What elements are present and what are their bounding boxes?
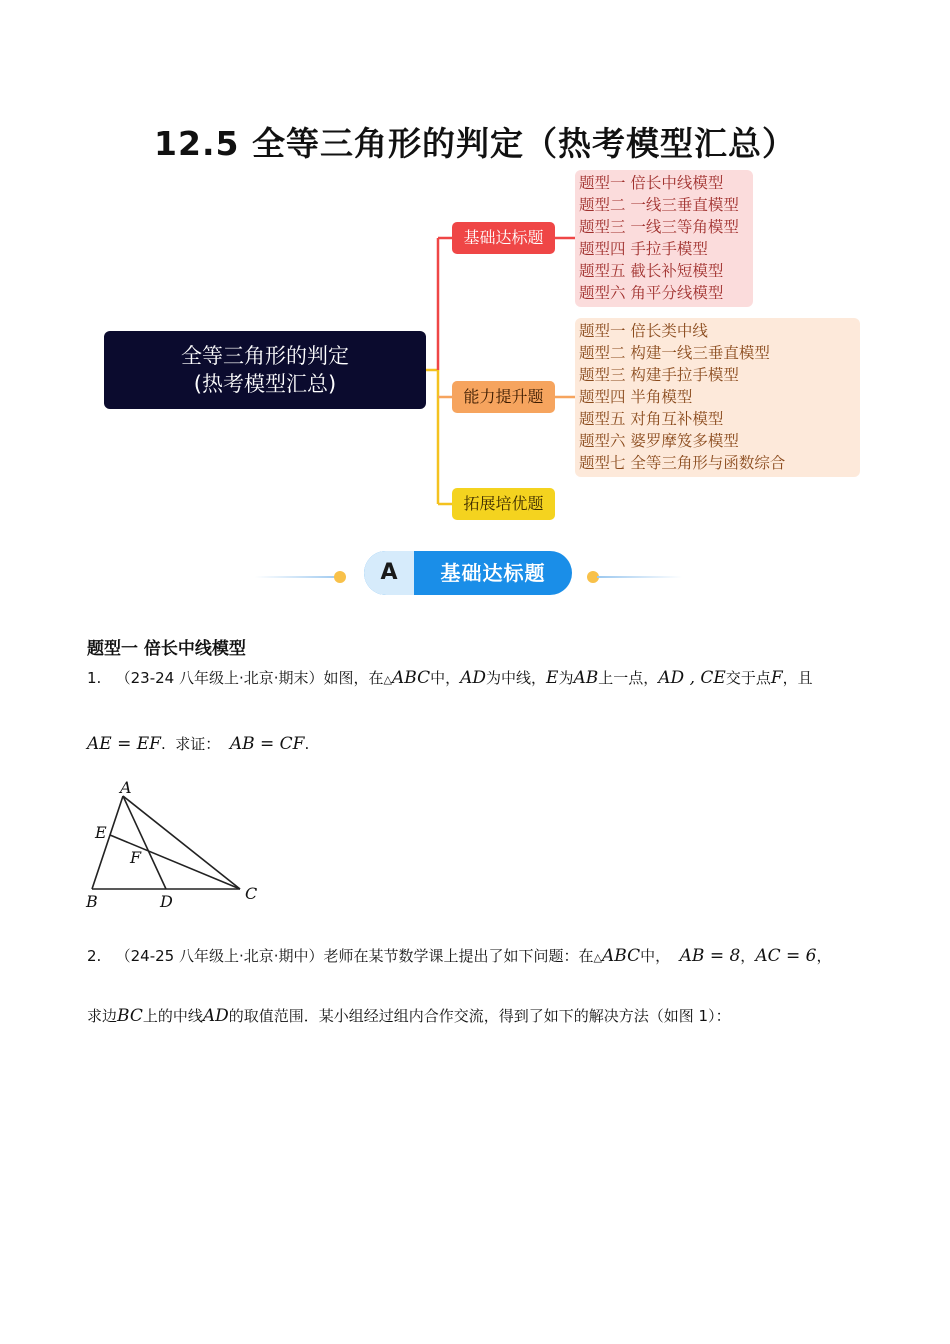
text: 中， [640,947,671,965]
branch-extension: 拓展培优题 [452,488,555,520]
label-c: C [245,884,258,903]
root-line1: 全等三角形的判定 [181,344,349,368]
math-ae-ef: AE = EF [87,734,161,754]
banner-letter: A [364,551,414,595]
text: ， [740,947,756,965]
question-source: （23-24 八年级上·北京·期末）如图，在 [115,669,384,687]
branch-advanced: 能力提升题 [452,381,555,413]
math-f: F [770,668,783,688]
question-number: 2. [87,947,102,965]
label-b: B [86,892,98,911]
math-ac-6: AC = 6 [755,946,817,966]
question-2-line1 [87,944,831,970]
list-item: 题型一 倍长中线模型 [579,174,724,192]
list-item: 题型七 全等三角形与函数综合 [579,454,786,472]
page-title: 12.5 全等三角形的判定（热考模型汇总） [154,124,796,163]
text: 上一点， [598,669,659,687]
list-item: 题型二 一线三垂直模型 [579,196,739,214]
math-abc: ABC [392,668,431,688]
math-ad: AD [460,668,487,688]
text: 的取值范围．某小组经过组内合作交流，得到了如下的解决方法（如图 1）： [228,1007,731,1025]
label-f: F [130,848,142,867]
question-number: 1. [87,669,102,687]
text: . [304,735,310,753]
list-item: 题型五 对角互补模型 [579,410,724,428]
list-item: 题型二 构建一线三垂直模型 [579,344,770,362]
triangle-symbol: △ [593,951,602,964]
text: 为 [558,669,574,687]
banner-label: 基础达标题 [440,561,546,585]
label-d: D [160,892,173,911]
text: 交于点 [725,669,771,687]
list-item: 题型三 一线三等角模型 [579,218,739,236]
list-item: 题型四 半角模型 [579,388,693,406]
label-a: A [120,778,132,797]
question-2-line2 [87,1004,731,1028]
math-bc: BC [117,1006,143,1026]
math-ad-ce: AD , CE [658,668,726,688]
list-item: 题型六 角平分线模型 [579,284,724,302]
text: 上的中线 [142,1007,203,1025]
text: ， [816,947,832,965]
question-source: （24-25 八年级上·北京·期中）老师在某节数学课上提出了如下问题：在 [115,947,594,965]
math-abc: ABC [602,946,641,966]
math-ab-cf: AB = CF [229,734,305,754]
math-ab-8: AB = 8 [679,946,741,966]
label-e: E [95,823,107,842]
text: . [160,735,166,753]
text: 求边 [87,1007,118,1025]
section-heading: 题型一 倍长中线模型 [87,639,246,659]
list-item: 题型一 倍长类中线 [579,322,708,340]
list-item: 题型六 婆罗摩笈多模型 [579,432,739,450]
text: ，且 [782,669,813,687]
list-item: 题型四 手拉手模型 [579,240,708,258]
list-item: 题型三 构建手拉手模型 [579,366,739,384]
math-ad: AD [202,1006,229,1026]
root-line2: (热考模型汇总) [193,372,337,396]
text: 为中线， [486,669,547,687]
branch-basic: 基础达标题 [452,222,555,254]
text: 中， [430,669,461,687]
triangle-symbol: △ [383,673,392,686]
math-e: E [546,668,559,688]
math-ab: AB [573,668,599,688]
prove-label: 求证： [175,735,221,753]
list-item: 题型五 截长补短模型 [579,262,724,280]
